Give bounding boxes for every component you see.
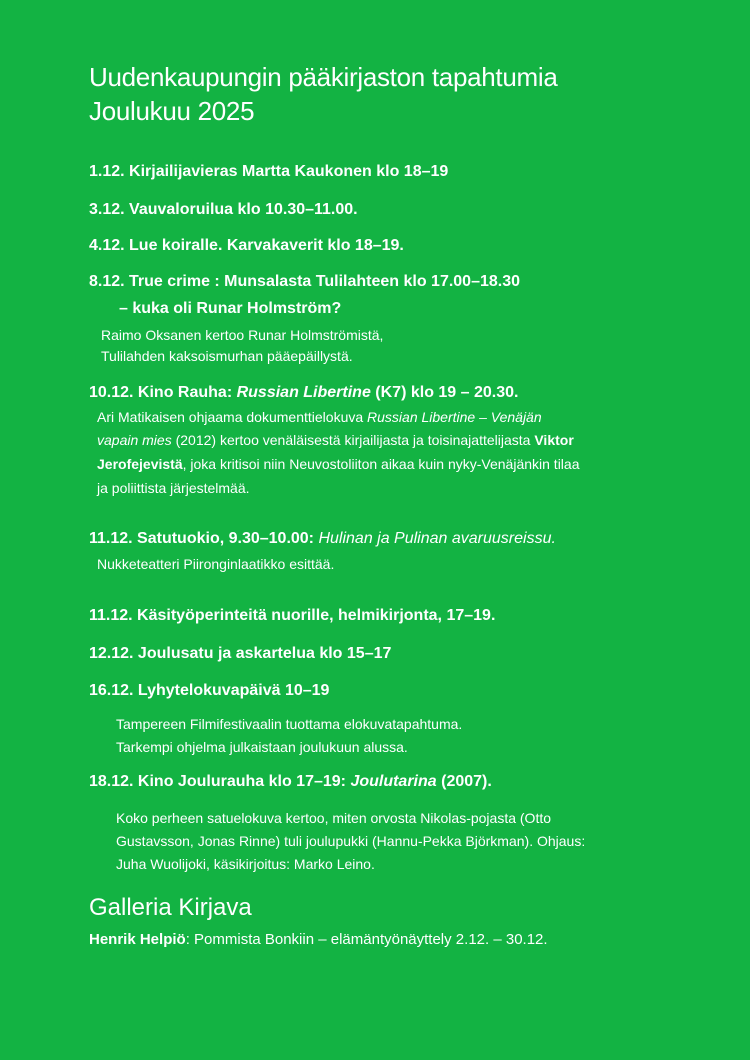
event-heading-3: 4.12. Lue koiralle. Karvakaverit klo 18–19.	[89, 237, 404, 254]
film-title-joulutarina: Joulutarina	[350, 773, 437, 790]
event-heading-2: 3.12. Vauvaloruilua klo 10.30–11.00.	[89, 201, 358, 218]
event-desc-5-line-4: ja poliittista järjestelmää.	[97, 480, 250, 496]
gallery-title: Galleria Kirjava	[89, 894, 252, 921]
event-desc-9-line-2: Tarkempi ohjelma julkaistaan joulukuun alussa.	[116, 739, 408, 755]
event-heading-10-a: 18.12. Kino Joulurauha klo 17–19:	[89, 773, 351, 790]
event-heading-10	[89, 771, 492, 793]
gallery-artist: Henrik Helpiö	[89, 931, 186, 948]
desc-5-text-b: (2012) kertoo venäläisestä kirjailijasta ja toisinajattelijasta	[171, 432, 535, 448]
desc-5-film-a: Russian Libertine – Venäjän	[367, 409, 542, 425]
event-heading-5-a: 10.12. Kino Rauha:	[89, 384, 237, 401]
event-desc-5-line-1	[97, 407, 542, 429]
event-desc-10-line-3: Juha Wuolijoki, käsikirjoitus: Marko Leino.	[116, 856, 375, 872]
event-desc-6: Nukketeatteri Piironginlaatikko esittää.	[97, 556, 335, 572]
event-desc-5-line-3	[97, 454, 579, 476]
film-title-russian-libertine: Russian Libertine	[236, 384, 371, 401]
desc-5-text-a: Ari Matikaisen ohjaama dokumenttielokuva	[97, 409, 368, 425]
desc-5-text-c: , joka kritisoi niin Neuvostoliiton aikaa kuin nyky-Venäjänkin tilaa	[182, 456, 580, 472]
event-heading-6-a: 11.12. Satutuokio, 9.30–10.00:	[89, 530, 319, 547]
event-desc-10-line-1: Koko perheen satuelokuva kertoo, miten orvosta Nikolas-pojasta (Otto	[116, 810, 552, 826]
event-heading-7: 11.12. Käsityöperinteitä nuorille, helmikirjonta, 17–19.	[89, 607, 496, 624]
event-desc-10-line-2: Gustavsson, Jonas Rinne) tuli joulupukki (Hannu-Pekka Björkman). Ohjaus:	[116, 833, 586, 849]
title-line-2: Joulukuu 2025	[89, 96, 255, 126]
event-heading-6	[89, 528, 556, 550]
event-heading-9: 16.12. Lyhytelokuvapäivä 10–19	[89, 682, 330, 699]
event-heading-8: 12.12. Joulusatu ja askartelua klo 15–17	[89, 645, 392, 662]
event-heading-4: 8.12. True crime : Munsalasta Tulilahteen klo 17.00–18.30	[89, 273, 521, 290]
event-heading-5-b: (K7) klo 19 – 20.30.	[370, 384, 519, 401]
event-heading-10-b: (2007).	[436, 773, 492, 790]
event-desc-4-line-2: Tulilahden kaksoismurhan pääepäillystä.	[101, 348, 353, 364]
event-desc-4-line-1: Raimo Oksanen kertoo Runar Holmströmistä,	[101, 327, 384, 343]
event-heading-5	[89, 382, 518, 404]
title-line-1: Uudenkaupungin pääkirjaston tapahtumia	[89, 62, 558, 92]
page-title	[89, 60, 558, 128]
event-heading-1: 1.12. Kirjailijavieras Martta Kaukonen klo 18–19	[89, 163, 449, 180]
event-heading-6-title: Hulinan ja Pulinan avaruusreissu.	[318, 530, 556, 547]
desc-5-name-b: Jerofejevistä	[97, 456, 183, 472]
gallery-exhibition-text: : Pommista Bonkiin – elämäntyönäyttely 2.12. – 30.12.	[185, 931, 548, 948]
event-desc-9-line-1: Tampereen Filmifestivaalin tuottama elokuvatapahtuma.	[116, 716, 463, 732]
event-desc-5-line-2	[97, 430, 574, 452]
event-heading-4-line-2: – kuka oli Runar Holmström?	[119, 300, 342, 317]
desc-5-name-a: Viktor	[534, 432, 574, 448]
desc-5-film-b: vapain mies	[97, 432, 172, 448]
gallery-exhibition	[89, 929, 548, 951]
